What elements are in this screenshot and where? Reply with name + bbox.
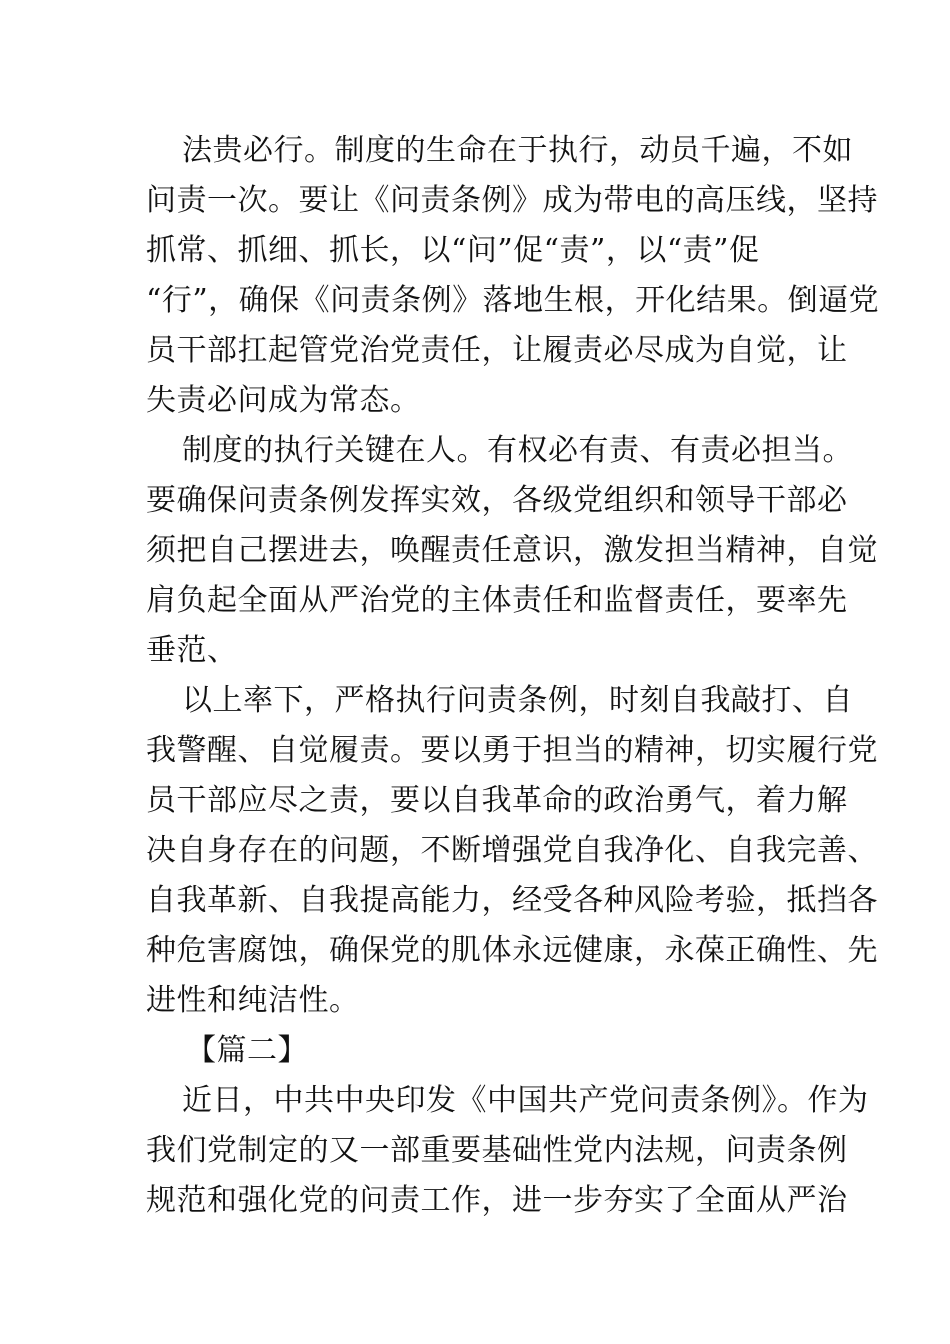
paragraph-line: 抓常、抓细、抓长，以“问”促“责”，以“责”促 — [146, 233, 760, 268]
paragraph-line: 我警醒、自觉履责。要以勇于担当的精神，切实履行党 — [146, 733, 878, 768]
paragraph-line: 近日，中共中央印发《中国共产党问责条例》。作为 — [182, 1083, 869, 1118]
paragraph-line: 法贵必行。制度的生命在于执行，动员千遍，不如 — [182, 133, 853, 168]
paragraph-line: 规范和强化党的问责工作，进一步夯实了全面从严治 — [146, 1183, 848, 1218]
paragraph-line: 决自身存在的问题，不断增强党自我净化、自我完善、 — [146, 833, 878, 868]
paragraph-line: 我们党制定的又一部重要基础性党内法规，问责条例 — [146, 1133, 848, 1168]
paragraph-line: 垂范、 — [146, 633, 238, 668]
paragraph-line: 自我革新、自我提高能力，经受各种风险考验，抵挡各 — [146, 883, 878, 918]
document-body — [146, 126, 880, 1226]
paragraph-line: 问责一次。要让《问责条例》成为带电的高压线，坚持 — [146, 183, 878, 218]
paragraph-line: 肩负起全面从严治党的主体责任和监督责任，要率先 — [146, 583, 848, 618]
section-heading: 【篇二】 — [186, 1033, 308, 1068]
paragraph-line: 须把自己摆进去，唤醒责任意识，激发担当精神，自觉 — [146, 533, 878, 568]
paragraph-line: 制度的执行关键在人。有权必有责、有责必担当。 — [182, 433, 853, 468]
paragraph-line: 员干部扛起管党治党责任，让履责必尽成为自觉，让 — [146, 333, 848, 368]
paragraph-line: 种危害腐蚀，确保党的肌体永远健康，永葆正确性、先 — [146, 933, 878, 968]
paragraph-line: 进性和纯洁性。 — [146, 983, 360, 1018]
paragraph-line: 以上率下，严格执行问责条例，时刻自我敲打、自 — [182, 683, 853, 718]
paragraph-line: “行”，确保《问责条例》落地生根，开化结果。倒逼党 — [146, 283, 880, 318]
paragraph-line: 要确保问责条例发挥实效，各级党组织和领导干部必 — [146, 483, 848, 518]
paragraph-line: 失责必问成为常态。 — [146, 383, 421, 418]
paragraph-line: 员干部应尽之责，要以自我革命的政治勇气，着力解 — [146, 783, 848, 818]
